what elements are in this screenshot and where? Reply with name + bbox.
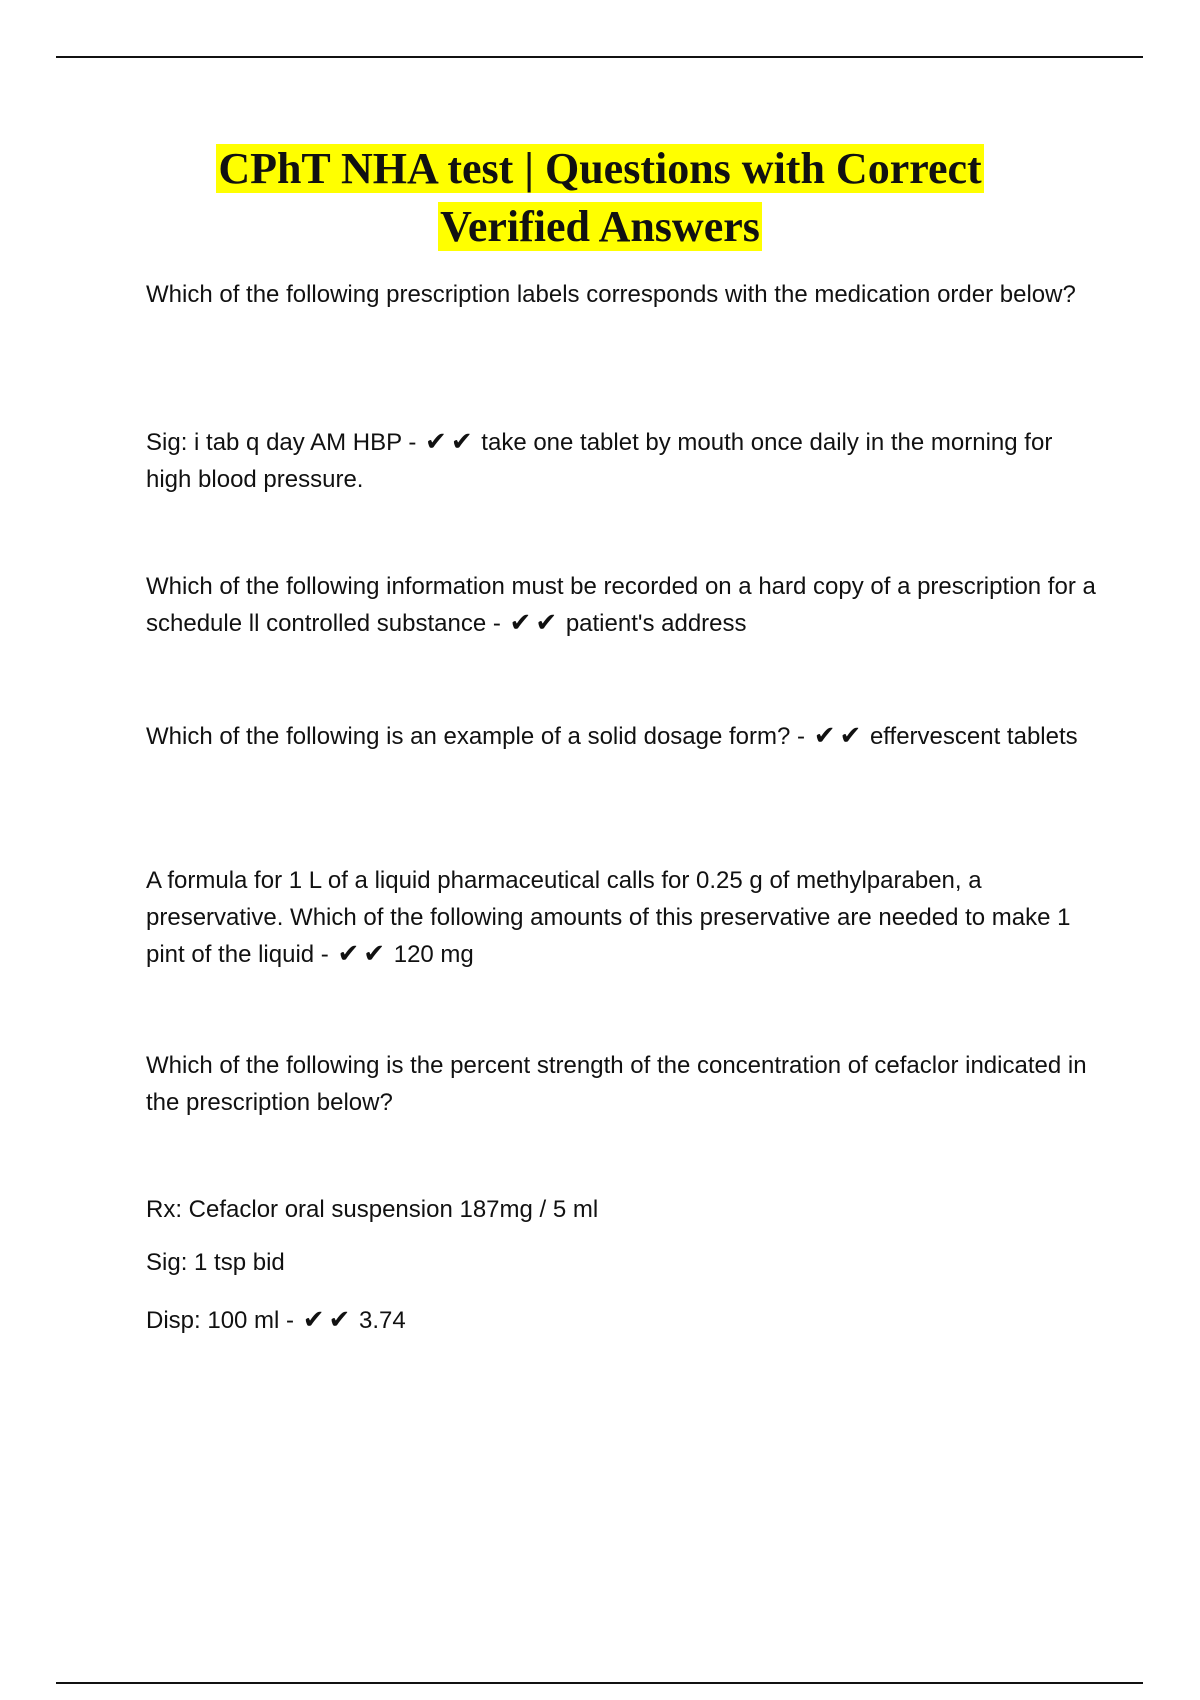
check-icon: ✔ <box>328 1305 351 1335</box>
header-rule <box>56 56 1143 58</box>
question-text: Which of the following is the percent strength of the concentration of cefaclor indicated in the prescription below? <box>146 1052 1087 1116</box>
qa-item <box>146 424 1096 498</box>
check-icon: ✔ <box>450 427 473 457</box>
qa-item <box>146 862 1096 973</box>
answer-text: effervescent tablets <box>869 723 1078 750</box>
answer-text: 120 mg <box>393 941 474 968</box>
answer-text: patient's address <box>565 610 747 637</box>
qa-item <box>146 718 1096 755</box>
question-text: Which of the following information must be recorded on a hard copy of a prescription for a schedule ll controlled substance - <box>146 573 1096 637</box>
question-text: Which of the following is an example of a solid dosage form? - <box>146 723 806 750</box>
question-text: A formula for 1 L of a liquid pharmaceutical calls for 0.25 g of methylparaben, a preservative. Which of the following amounts of this preservative are needed to make 1 pint of the liquid - <box>146 867 1071 968</box>
document-title <box>100 140 1100 256</box>
check-icon: ✔ <box>839 721 862 751</box>
prescription-line: Sig: 1 tsp bid <box>146 1249 285 1276</box>
check-icon: ✔ <box>425 427 447 457</box>
check-icon: ✔ <box>813 721 836 751</box>
check-icon: ✔ <box>363 939 386 969</box>
question-text: Sig: i tab q day AM HBP - <box>146 429 417 456</box>
title-line-2: Verified Answers <box>440 202 760 251</box>
question-text: Disp: 100 ml - <box>146 1307 295 1334</box>
check-icon: ✔ <box>337 939 360 969</box>
check-icon: ✔ <box>535 608 558 638</box>
qa-item <box>146 1302 1096 1339</box>
answer-text: 3.74 <box>358 1307 406 1334</box>
footer-rule <box>56 1682 1143 1684</box>
question-text: Which of the following prescription labels corresponds with the medication order below? <box>146 281 1076 308</box>
prescription-line: Rx: Cefaclor oral suspension 187mg / 5 ml <box>146 1196 599 1223</box>
check-icon: ✔ <box>302 1305 325 1335</box>
answer-text: take one tablet by mouth once daily in the morning for high blood pressure. <box>146 429 1053 493</box>
qa-item <box>146 568 1096 642</box>
check-icon: ✔ <box>509 608 532 638</box>
title-line-1: CPhT NHA test | Questions with Correct <box>218 144 982 193</box>
